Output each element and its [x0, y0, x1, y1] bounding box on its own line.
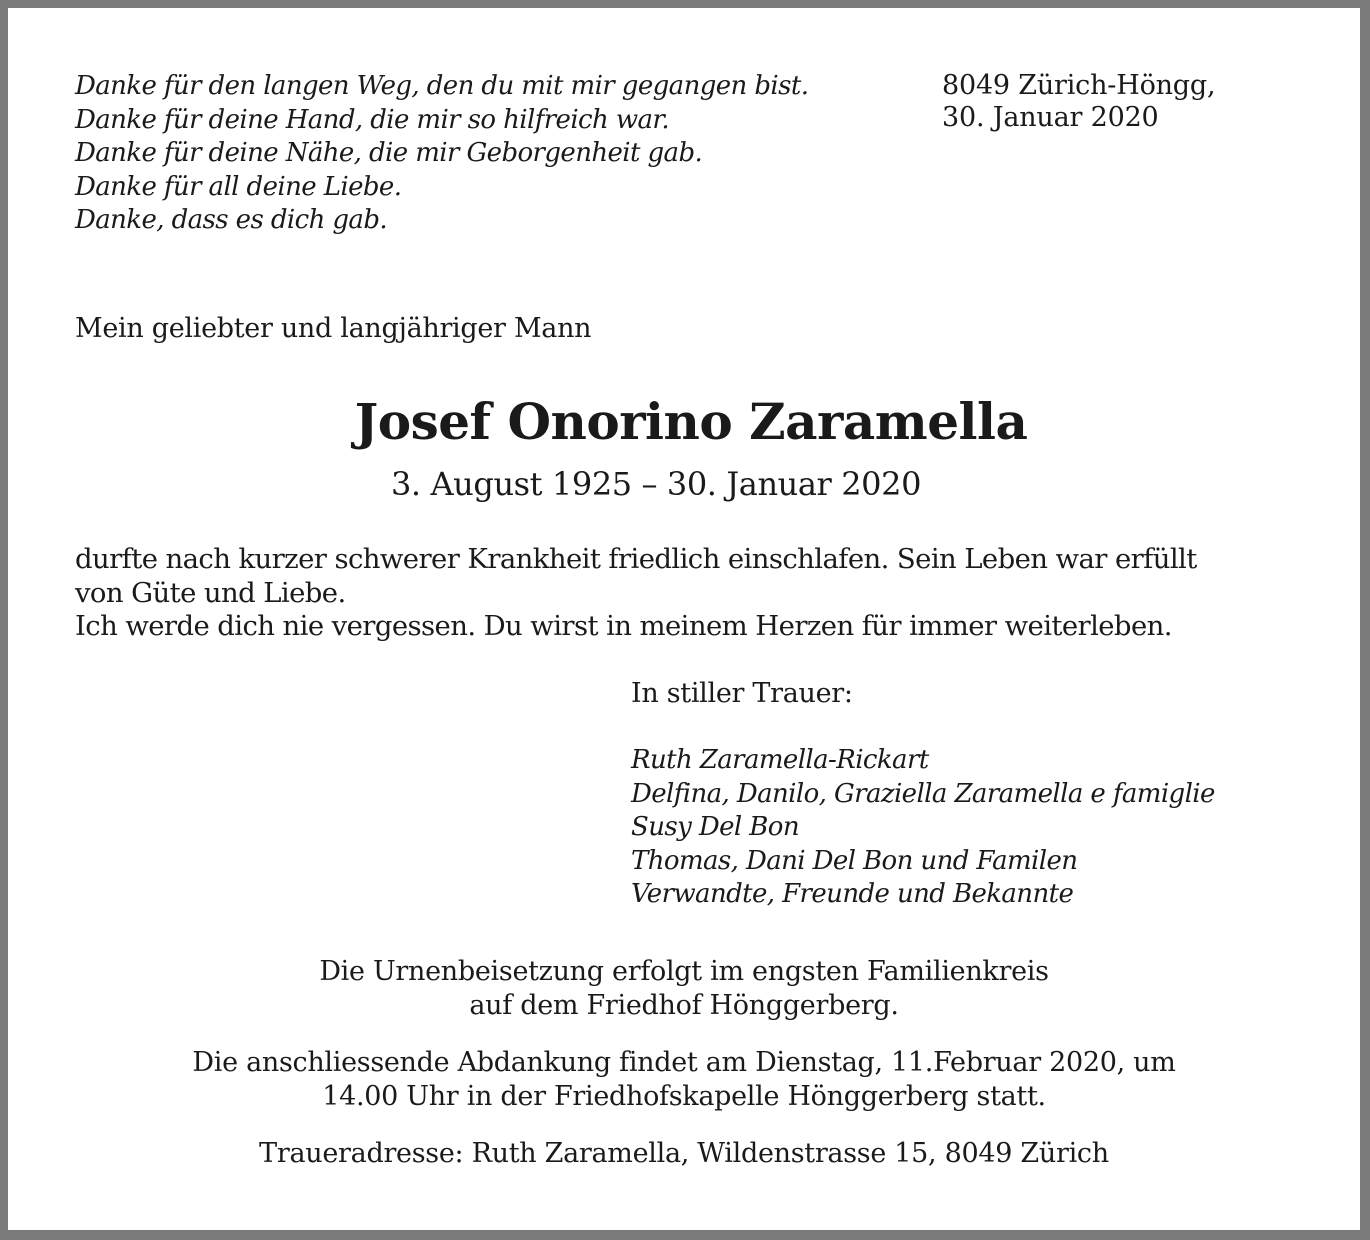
poem-line: Danke für deine Hand, die mir so hilfreich war.: [75, 104, 670, 135]
burial-line: auf dem Friedhof Hönggerberg.: [469, 989, 899, 1021]
obituary-notice: [8, 8, 1360, 1230]
mourning-address: Traueradresse: Ruth Zaramella, Wildenstrasse 15, 8049 Zürich: [259, 1138, 1109, 1169]
memorial-poem: [75, 70, 808, 238]
poem-line: Danke für den langen Weg, den du mit mir gegangen bist.: [75, 71, 809, 101]
ceremony-line: 14.00 Uhr in der Friedhofskapelle Hönggerberg statt.: [322, 1080, 1046, 1112]
poem-line: Danke, dass es dich gab.: [75, 205, 388, 235]
mourner: Susy Del Bon: [631, 812, 799, 842]
intro-text: Mein geliebter und langjähriger Mann: [75, 313, 592, 344]
mourner: Delfina, Danilo, Graziella Zaramella e famiglie: [631, 778, 1215, 809]
ceremony-line: Die anschliessende Abdankung findet am Dienstag, 11.Februar 2020, um: [192, 1047, 1176, 1078]
ceremony-info: [8, 1046, 1360, 1113]
burial-line: Die Urnenbeisetzung erfolgt im engsten Familienkreis: [319, 956, 1049, 987]
place: 8049 Zürich-Höngg,: [942, 70, 1216, 101]
message-text: [75, 543, 1197, 644]
place-and-date: [942, 70, 1215, 134]
notice-date: 30. Januar 2020: [942, 102, 1159, 133]
poem-line: Danke für deine Nähe, die mir Geborgenheit gab.: [75, 138, 703, 168]
message-line: von Güte und Liebe.: [75, 576, 346, 609]
deceased-name: Josef Onorino Zaramella: [354, 392, 1028, 451]
message-line: Ich werde dich nie vergessen. Du wirst in meinem Herzen für immer weiterleben.: [75, 610, 1172, 642]
mourner: Ruth Zaramella-Rickart: [631, 745, 929, 775]
mourning-heading: In stiller Trauer:: [631, 678, 853, 709]
life-dates: 3. August 1925 – 30. Januar 2020: [390, 465, 922, 503]
burial-info: [8, 955, 1360, 1022]
mourner: Verwandte, Freunde und Bekannte: [631, 879, 1074, 909]
mourner: Thomas, Dani Del Bon und Familen: [631, 845, 1078, 876]
message-line: durfte nach kurzer schwerer Krankheit friedlich einschlafen. Sein Leben war erfüllt: [75, 543, 1197, 575]
mourners-list: [631, 744, 1215, 912]
poem-line: Danke für all deine Liebe.: [75, 171, 402, 202]
